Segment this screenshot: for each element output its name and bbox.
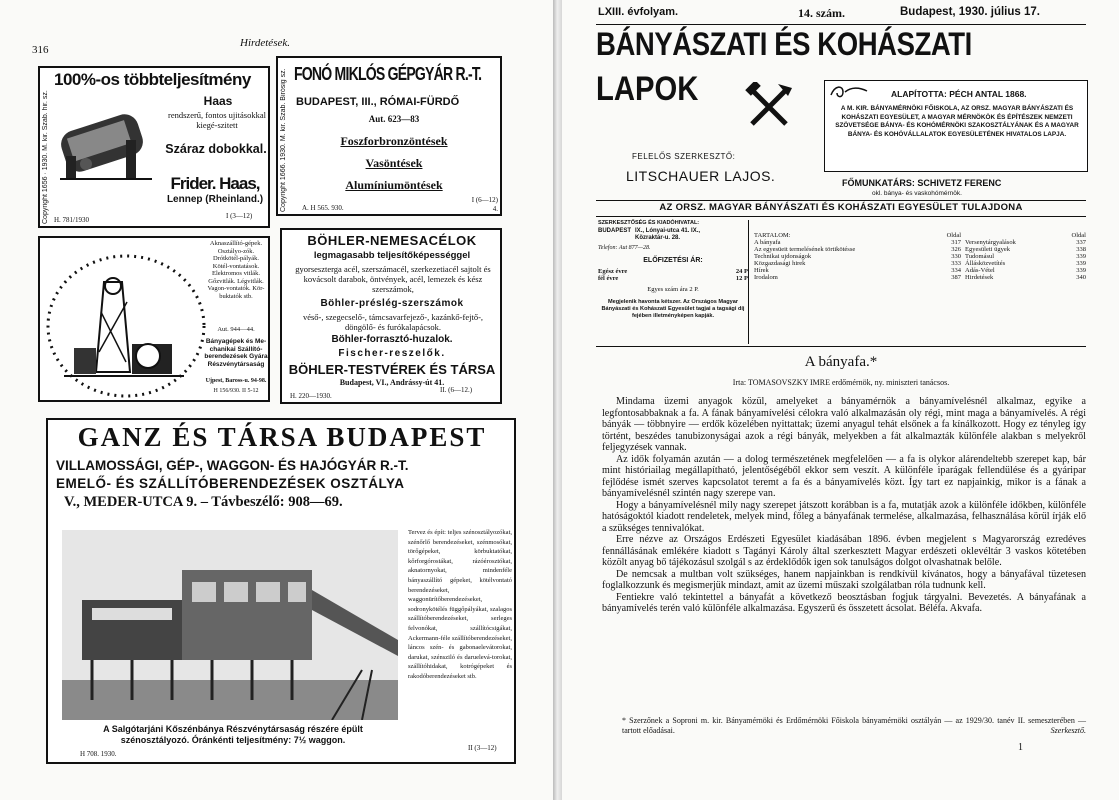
toc-row: A bányafa 317 Versenytárgyalások 337 bbox=[754, 239, 1086, 246]
footnote-text: * Szerzőnek a Soproni m. kir. Bányamérnöki és Erdőmérnöki Főiskola bányamérnöki osztályán — az 1929/30. tanév II. semeszterében — tartott előadásai. bbox=[622, 716, 1086, 735]
paragraph: Erre nézve az Országos Erdészeti Egyesület kiadásában 1896. évben megjelent s Magyarország ezredéves fennállásának emlékére kiadott s Tagányi Károly által szerkesztett Magyar erdészeti oklevéltár 3 vaskos kötetében közölt anyag bő tájékozásul szolgál s az érdeklődők igen sok tanulságos dolgot olvashatnak belőle. bbox=[602, 534, 1086, 568]
page-number-left: 316 bbox=[32, 44, 49, 56]
ad-haas-ref-right: I (3—12) bbox=[226, 212, 253, 220]
running-head: Hirdetések. bbox=[240, 37, 290, 49]
ad-bohler-address: Budapest, VI., Andrássy-út 41. bbox=[339, 378, 445, 387]
mine-tower-illustration bbox=[44, 252, 208, 400]
toc-page-label-left: Oldal bbox=[946, 232, 962, 239]
office-address: IX., Lónyai-utca 41. IX., Közraktár-u. 28. bbox=[635, 228, 701, 241]
paragraph: Mindama üzemi anyagok közül, amelyeket a bányamérnök a bányamívelésnél alkalmaz, egyike a legfontosabbaknak a fa. A fának bányamívelési célokra való alkalmazásán oly régi, mint maga a bányamívelés. A régi bányák — többnyire — erdők közelében nyittattak; üzemi anyagul tehát elsőnek a fa kínálkozott. Hogy ez tényleg így történt, beszédes tanubizonyságai azok a régi bányák, melyekben a fát alkalmazták különféle alakban s melyekről feljegyzések vannak. bbox=[602, 396, 1086, 453]
header-rule bbox=[596, 24, 1086, 25]
ad-ganz-caption: A Salgótarjáni Kőszénbánya Részvénytársaság részére épült szénosztályozó. Óránkénti teljesítmény: 7½ waggon. bbox=[103, 724, 363, 745]
ad-fono-address: BUDAPEST, III., RÓMAI-FÜRDŐ bbox=[296, 96, 460, 108]
ad-haas-copyright: Copyright 1656 · 1930. M. kir. Szab. hir. sz. bbox=[42, 90, 49, 224]
footnote-sign: Szerkesztő. bbox=[1050, 726, 1086, 735]
ad-fono-phone: Aut. 623—83 bbox=[368, 114, 420, 124]
coeditor: FŐMUNKATÁRS: SCHIVETZ FERENC bbox=[842, 178, 1002, 188]
toc-bottom-rule bbox=[596, 346, 1086, 347]
founder: ALAPÍTOTTA: PÉCH ANTAL 1868. bbox=[891, 89, 1027, 99]
ad-mining-address: Ujpest, Baross-u. 94-98. bbox=[205, 378, 267, 384]
toc-page-label-right: Oldal bbox=[1071, 232, 1086, 239]
ad-fono-title: FONÓ MIKLÓS GÉPGYÁR R.-T. bbox=[294, 64, 482, 84]
ad-fono-ref-right: I (6—12) 4. bbox=[471, 196, 498, 213]
ad-bohler-title: BÖHLER-NEMESACÉLOK bbox=[307, 233, 477, 248]
coal-sorting-plant-photo bbox=[62, 530, 398, 720]
left-page bbox=[0, 0, 555, 800]
subscription-half-value: 12 P bbox=[735, 275, 748, 282]
toc-title: TARTALOM: bbox=[754, 232, 791, 239]
subscription-year-label: Egész évre bbox=[598, 268, 628, 275]
volume: LXIII. évfolyam. bbox=[598, 6, 679, 18]
ad-mining-text: Aknaszállító-gépek. Osztályo-zók. Drótkötél-pályák. Kötél-vontatások. Elektromos vitlák. Gőzvitlák. Légvitlák. Vagon-vontatók. Kör-buktatók stb. bbox=[207, 240, 265, 300]
table-of-contents bbox=[752, 232, 1088, 281]
hammer-and-pick-icon bbox=[744, 82, 794, 132]
ad-mining-company: Bányagépek és Me-chanikai Szállító-berendezések Gyára Részvénytársaság bbox=[204, 338, 268, 368]
paragraph: Fentiekre való tekintettel a bányafát a következő beosztásban fogjuk tárgyalni. Bevezetés. A bányafának a bányamívelés terén való különféle alkalmazása. Egyszerű és összetett ácsolat. Béléfa. Akvafa. bbox=[602, 591, 1086, 614]
ad-bohler bbox=[280, 228, 502, 404]
ad-haas-ref-left: H. 781/1930 bbox=[54, 216, 89, 224]
ad-haas-city: Lennep (Rheinland.) bbox=[166, 194, 264, 205]
owner-line: AZ ORSZ. MAGYAR BÁNYÁSZATI ÉS KOHÁSZATI EGYESÜLET TULAJDONA bbox=[659, 202, 1023, 213]
ad-ganz bbox=[46, 418, 516, 764]
toc-row: Technikai ujdonságok 330 Tudomásul 339 bbox=[754, 253, 1086, 260]
toc-row: Irodalom 387 Hirdetések 340 bbox=[754, 274, 1086, 281]
ad-bohler-line2: Böhler-préslég-szerszámok bbox=[320, 298, 464, 309]
ad-ganz-line3: EMELŐ- ÉS SZÁLLÍTÓBERENDEZÉSEK OSZTÁLYA bbox=[56, 476, 405, 491]
ad-mining-ref: H 156/930. II 5-12 bbox=[213, 388, 259, 394]
ad-fono-service-2: Vasöntések bbox=[365, 156, 423, 170]
editor-name: LITSCHAUER LAJOS. bbox=[626, 168, 776, 184]
ad-bohler-text: gyorseszterga acél, szerszámacél, szerkezetiacél sajtolt és kovácsolt darabok, öntvények, acél, lemezek és kész szerszámok, bbox=[295, 264, 491, 294]
owner-rule-top bbox=[596, 200, 1086, 201]
ad-bohler-ref-right: II. (6—12.) bbox=[440, 386, 473, 394]
article-author: Irta: TOMASOVSZKY IMRE erdőmérnök, ny. miniszteri tanácsos. bbox=[732, 378, 950, 387]
ad-haas-product: Száraz dobokkal. bbox=[165, 142, 267, 156]
office-block bbox=[598, 220, 749, 344]
ad-haas-headline: 100%-os többteljesítmény bbox=[54, 70, 251, 89]
ornament-icon bbox=[829, 83, 869, 101]
coeditor-title: okl. bánya- és vaskohómérnök. bbox=[872, 190, 962, 197]
page-number-right: 1 bbox=[1018, 742, 1023, 753]
ad-fono-copyright: Copyright 1666. 1930. M. kir. Szab. Birósig sz. bbox=[280, 68, 287, 212]
ad-ganz-line2: VILLAMOSSÁGI, GÉP-, WAGGON- ÉS HAJÓGYÁR R.-T. bbox=[56, 458, 409, 473]
ad-bohler-ref-left: H. 220—1930. bbox=[290, 392, 332, 400]
paragraph: Hogy a bányamívelésnél mily nagy szerepet játszott korábban is a fa, mutatják azok a különféle időkben, különféle hatóságoktól kiadott rendeletek, melyek mind, főleg a bányafának termelése, alkalmazása, felhasználása körül írják elő a szükséges tennivalókat. bbox=[602, 499, 1086, 534]
issue-date: Budapest, 1930. július 17. bbox=[900, 6, 1040, 18]
journal-title-line2: LAPOK bbox=[596, 70, 699, 108]
ad-haas-brand: Haas bbox=[203, 94, 233, 108]
ad-ganz-ref-left: H 708. 1930. bbox=[80, 750, 117, 758]
ad-mining bbox=[38, 236, 270, 402]
ad-bohler-text2: véső-, szegecselő-, támcsavarfejező-, kazánkő-fejtő-, döngölő- és furókalapácsok. bbox=[302, 312, 484, 332]
ad-fono bbox=[276, 56, 502, 216]
ad-bohler-line4: Fischer-reszelők. bbox=[338, 348, 446, 359]
ad-mining-phone: Aut. 944—44. bbox=[217, 326, 255, 333]
footnote bbox=[622, 716, 1086, 736]
paragraph: De nemcsak a multban volt szükséges, hanem napjainkban is rendkívül kívánatos, hogy a bányafával tüzetesen foglalkozzunk és megismerjük mindazt, amit az üzemi műszaki szolgálatban róla tudnunk kell. bbox=[602, 568, 1086, 591]
journal-title-line1: BÁNYÁSZATI ÉS KOHÁSZATI bbox=[596, 26, 972, 62]
ad-haas-company: Frider. Haas, bbox=[170, 174, 260, 193]
office-phone: Telefon: Aut 877—28. bbox=[598, 245, 651, 251]
ad-haas-text: rendszerű, fontos ujitásokkal kiegé-szitett bbox=[168, 110, 266, 130]
ad-bohler-company: BÖHLER-TESTVÉREK ÉS TÁRSA bbox=[288, 362, 496, 377]
ad-fono-ref-left: A. H 565. 930. bbox=[302, 204, 344, 212]
subscription-year-value: 24 P bbox=[735, 268, 748, 275]
right-page bbox=[562, 0, 1119, 800]
article-body bbox=[602, 396, 1086, 615]
ad-ganz-line4: V., MEDER-UTCA 9. – Távbeszélő: 908—69. bbox=[64, 494, 343, 510]
editor-label: FELELŐS SZERKESZTŐ: bbox=[632, 152, 736, 161]
official-text: A M. KIR. BÁNYAMÉRNÖKI FŐISKOLA, AZ ORSZ. MAGYAR BÁNYÁSZATI ÉS KOHÁSZATI EGYESÜLET, A MAGYAR MÉRNÖKÖK ÉS ÉPÍTÉSZEK NEMZETI SZÖVETSÉGE BÁNYA- ÉS KOHÓMÉRNÖKI SZAKOSZTÁLYÁNAK ÉS A MAGYAR BÁNYA- ÉS KOHÓVÁLLALATOK EGYESÜLETÉNEK HIVATALOS LAPJA. bbox=[835, 105, 1079, 138]
ad-haas bbox=[38, 66, 270, 228]
article-title: A bányafa.* bbox=[804, 354, 878, 370]
subscription-half-label: fél évre bbox=[598, 275, 619, 282]
office-city: BUDAPEST bbox=[598, 228, 632, 234]
toc-row: Az egyesüeit termelésének törtikötésse 326 Egyesületi ügyek 338 bbox=[754, 246, 1086, 253]
toc-row: Közgazdasági hirek 333 Állásközvetítés 339 bbox=[754, 260, 1086, 267]
paragraph: Az idők folyamán azután — a dolog természetének megfelelően — a fa is olykor alárendeltebb szerepet kap, bár mint históriailag megállapítható, jelentőségéből ekkor sem veszít. A különféle iparágak fellendülése és a gyáripar fejlődése ismét szerves kapcsolatot teremt a fa és a bányamívelés közt. Így tart ez napjainkig, mikor is a fának a bányamívelésnél szintén nagy szerepe van. bbox=[602, 453, 1086, 499]
office-label: SZERKESZTŐSÉG ÉS KIADÓHIVATAL: bbox=[598, 220, 700, 226]
drum-dryer-illustration bbox=[56, 94, 156, 194]
owner-rule-bottom bbox=[596, 216, 1086, 217]
ad-ganz-title: GANZ ÉS TÁRSA BUDAPEST bbox=[77, 422, 487, 452]
single-price: Egyes szám ára 2 P. bbox=[647, 286, 699, 293]
ad-bohler-subtitle: legmagasabb teljesítőképességgel bbox=[313, 250, 471, 261]
official-box bbox=[824, 80, 1088, 172]
ad-fono-service-3: Alumíniumöntések bbox=[345, 178, 443, 192]
ad-ganz-ref-right: II (3—12) bbox=[468, 744, 497, 752]
issue-number: 14. szám. bbox=[798, 6, 845, 20]
toc-row: Hírek 334 Adás-Vétel 339 bbox=[754, 267, 1086, 274]
frequency-note: Megjelenik havonta kétszer. Az Országos Magyar Bányászati és Kohászati Egyesület tagjai a tagsági díj fejében illetményképen kapják. bbox=[601, 299, 745, 319]
ad-bohler-line3: Böhler-forrasztó-huzalok. bbox=[331, 334, 453, 345]
subscription-label: ELŐFIZETÉSI ÁR: bbox=[643, 257, 703, 264]
ad-fono-service-1: Foszforbronzöntések bbox=[340, 134, 448, 148]
ad-ganz-side-text: Tervez és épít: teljes szénosztályozókat, szénőrlő berendezéseket, szénmosókat, törőgépeket, körbuktatókat, kőrforgórostákat, rázóérosztókat, aknatornyokat, mindenféle bányaszállító gépeket, kötélvontató berendezéseket, waggonürítőberendezéseket, sodronykötélés függőpályákat, szalagos szállítóberendezéseket, serleges felvonókat, szállítócsigákat, Ackermann-féle szállítóberendezéseket, láncos szén- és gabonaelevátorokat, darukat, szénsziló és daruelevá-torokat, szállítóhidakat, kotrógépeket és rakodóberendezéseket stb. bbox=[408, 529, 512, 680]
